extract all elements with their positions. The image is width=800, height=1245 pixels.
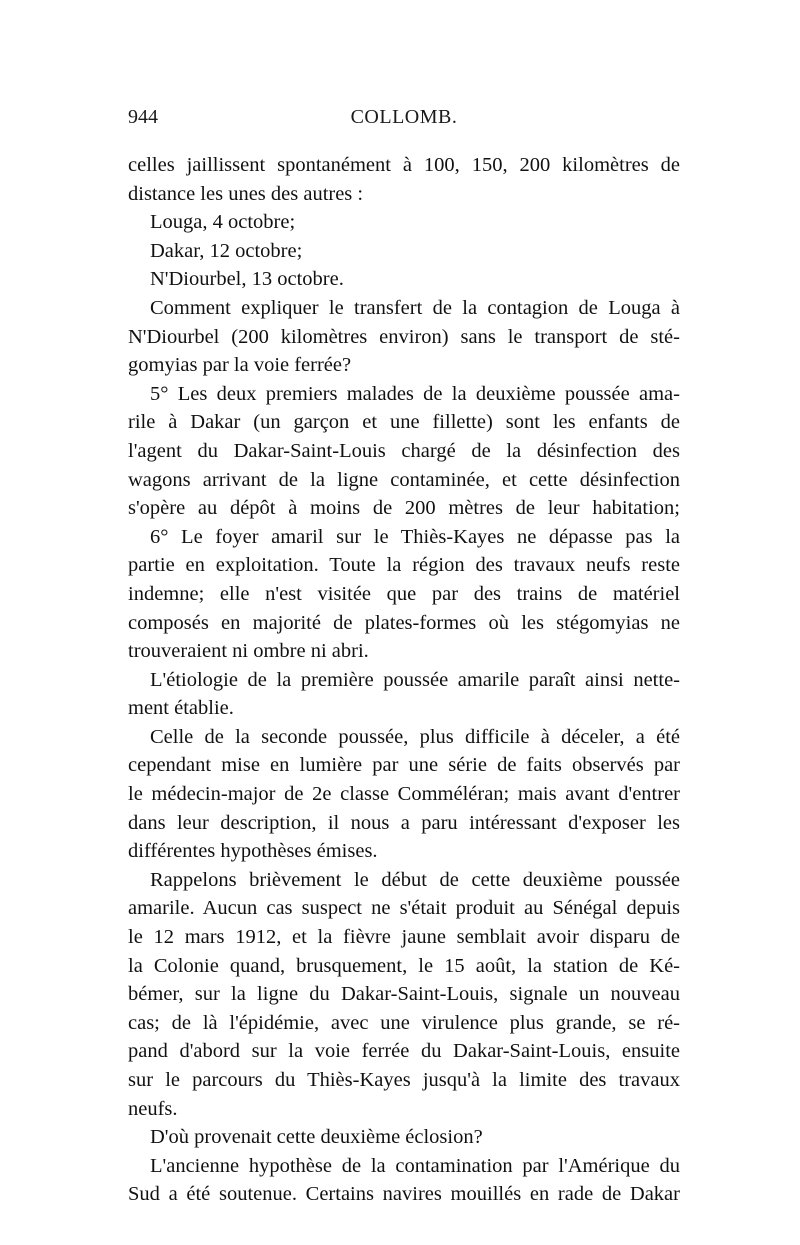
text-line: celles jaillissent spontanément à 100, 150, 200 kilomètres de <box>128 154 680 176</box>
text-line: wagons arrivant de la ligne contaminée, et cette désinfection <box>128 468 680 491</box>
text-line: partie en exploitation. Toute la région des travaux neufs reste <box>128 554 680 577</box>
text-line: le 12 mars 1912, et la fièvre jaune semblait avoir disparu de <box>128 926 680 949</box>
text-line: Louga, 4 octobre; <box>150 211 296 234</box>
text-line: N'Diourbel (200 kilomètres environ) sans le transport de sté- <box>128 325 680 348</box>
text-line: neufs. <box>128 1097 178 1120</box>
text-line: 6° Le foyer amaril sur le Thiès-Kayes ne dépasse pas la <box>150 525 680 548</box>
text-line: Dakar, 12 octobre; <box>150 239 303 262</box>
text-line: Celle de la seconde poussée, plus difficile à déceler, a été <box>150 725 680 748</box>
text-line: s'opère au dépôt à moins de 200 mètres de leur habitation; <box>128 497 680 520</box>
text-line: la Colonie quand, brusquement, le 15 août, la station de Ké- <box>128 954 680 977</box>
text-line: Sud a été soutenue. Certains navires mouillés en rade de Dakar <box>128 1183 680 1206</box>
text-line: Rappelons brièvement le début de cette deuxième poussée <box>150 868 680 891</box>
text-line: différentes hypothèses émises. <box>128 840 378 863</box>
text-line: sur le parcours du Thiès-Kayes jusqu'à la limite des travaux <box>128 1069 680 1091</box>
text-line: pand d'abord sur la voie ferrée du Dakar-Saint-Louis, ensuite <box>128 1040 680 1063</box>
text-line: dans leur description, il nous a paru intéressant d'exposer les <box>128 811 680 834</box>
text-line: N'Diourbel, 13 octobre. <box>150 268 344 291</box>
text-line: distance les unes des autres : <box>128 182 364 205</box>
text-line: gomyias par la voie ferrée? <box>128 354 352 377</box>
text-line: amarile. Aucun cas suspect ne s'était produit au Sénégal depuis <box>128 897 680 920</box>
page-header <box>128 106 680 136</box>
text-line: indemne; elle n'est visitée que par des trains de matériel <box>128 582 680 605</box>
text-line: rile à Dakar (un garçon et une fillette) sont les enfants de <box>128 411 680 434</box>
text-line: trouveraient ni ombre ni abri. <box>128 640 369 663</box>
text-line: le médecin-major de 2e classe Comméléran; mais avant d'entrer <box>128 783 680 806</box>
text-line: Comment expliquer le transfert de la contagion de Louga à <box>150 296 680 319</box>
body-text <box>128 151 680 1209</box>
text-line: L'ancienne hypothèse de la contamination par l'Amérique du <box>150 1154 680 1177</box>
running-title: COLLOMB. <box>350 106 458 128</box>
page-number: 944 <box>128 106 158 128</box>
text-line: ment établie. <box>128 697 234 720</box>
text-line: bémer, sur la ligne du Dakar-Saint-Louis, signale un nouveau <box>128 983 680 1006</box>
text-line: L'étiologie de la première poussée amarile paraît ainsi nette- <box>150 668 680 691</box>
text-line: cependant mise en lumière par une série de faits observés par <box>128 754 680 777</box>
text-line: cas; de là l'épidémie, avec une virulence plus grande, se ré- <box>128 1011 680 1034</box>
text-line: D'où provenait cette deuxième éclosion? <box>150 1126 483 1149</box>
text-line: composés en majorité de plates-formes où les stégomyias ne <box>128 611 680 634</box>
text-line: 5° Les deux premiers malades de la deuxième poussée ama- <box>150 382 680 405</box>
text-line: l'agent du Dakar-Saint-Louis chargé de la désinfection des <box>128 439 680 462</box>
